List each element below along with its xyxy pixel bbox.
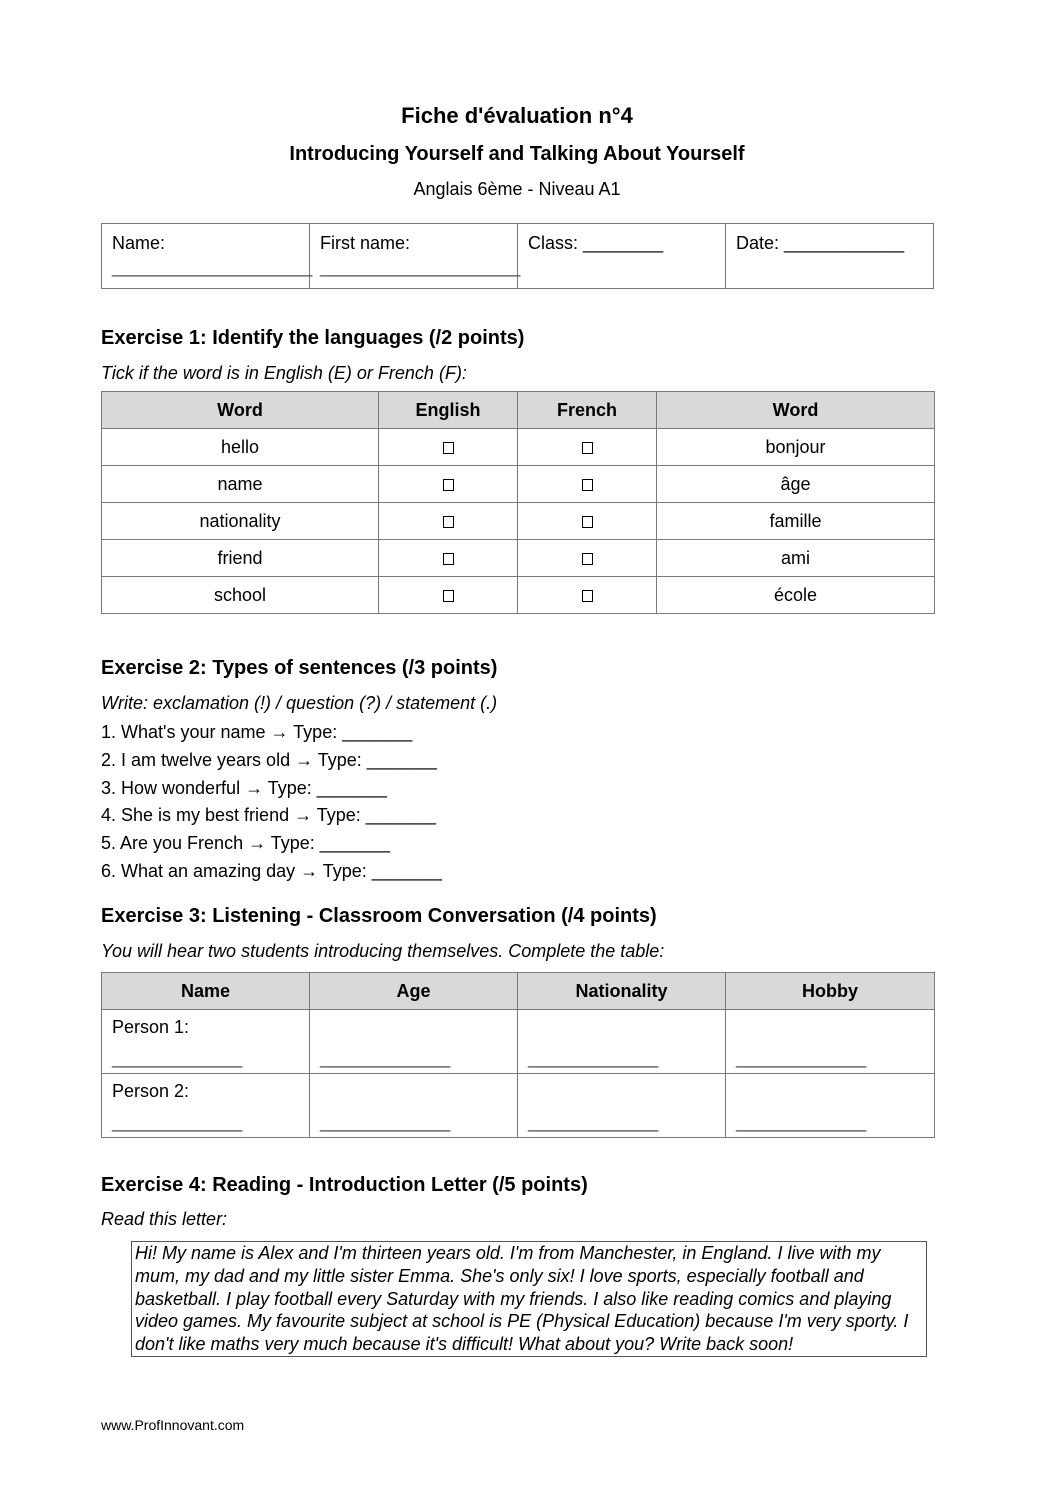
name-label: Name:	[112, 233, 166, 253]
answer-blank: _____________	[112, 1048, 243, 1068]
answer-blank: _____________	[112, 1112, 243, 1132]
sentence-item[interactable]: 2. I am twelve years old → Type: _______	[101, 749, 437, 770]
column-header: English	[379, 392, 518, 429]
exercise1-instruction: Tick if the word is in English (E) or French (F):	[101, 363, 467, 383]
date-field[interactable]	[726, 224, 934, 289]
exercise2-heading: Exercise 2: Types of sentences (/3 points)	[101, 657, 498, 679]
answer-blank: _____________	[528, 1048, 659, 1068]
french-word: famille	[657, 503, 935, 540]
answer-blank: _____________	[736, 1112, 867, 1132]
sentence-item[interactable]: 6. What an amazing day → Type: _______	[101, 860, 442, 881]
french-checkbox-icon[interactable]	[582, 516, 593, 528]
answer-blank: _____________	[528, 1112, 659, 1132]
exercise4-instruction: Read this letter:	[101, 1209, 228, 1229]
english-word: school	[102, 577, 379, 614]
class-blank: ________	[583, 233, 664, 253]
table-row	[102, 1010, 935, 1074]
column-header: Word	[102, 392, 379, 429]
exercise3-table	[101, 972, 935, 1138]
answer-blank: _____________	[736, 1048, 867, 1068]
exercise4-heading: Exercise 4: Reading - Introduction Letter (/5 points)	[101, 1174, 588, 1196]
english-word: hello	[102, 429, 379, 466]
date-label: Date:	[736, 233, 780, 253]
first-name-blank: ____________________	[320, 257, 521, 277]
column-header: French	[518, 392, 657, 429]
french-checkbox-icon[interactable]	[582, 590, 593, 602]
english-checkbox-icon[interactable]	[443, 479, 454, 491]
english-word: nationality	[102, 503, 379, 540]
exercise3-instruction: You will hear two students introducing themselves. Complete the table:	[101, 941, 665, 961]
english-word: name	[102, 466, 379, 503]
column-header: Nationality	[518, 973, 726, 1010]
student-info-table	[101, 223, 934, 289]
table-header-row	[102, 973, 935, 1010]
sentence-item[interactable]: 3. How wonderful → Type: _______	[101, 777, 387, 798]
name-cell[interactable]	[102, 1074, 310, 1138]
age-cell[interactable]	[310, 1074, 518, 1138]
french-word: bonjour	[657, 429, 935, 466]
table-row	[102, 577, 935, 614]
english-checkbox-icon[interactable]	[443, 442, 454, 454]
course-level: Anglais 6ème - Niveau A1	[413, 179, 621, 199]
name-cell[interactable]	[102, 1010, 310, 1074]
french-checkbox-icon[interactable]	[582, 479, 593, 491]
table-row	[102, 503, 935, 540]
sentence-item[interactable]: 5. Are you French → Type: _______	[101, 833, 390, 854]
column-header: Word	[657, 392, 935, 429]
page-subtitle: Introducing Yourself and Talking About Yourself	[289, 143, 745, 165]
column-header: Age	[310, 973, 518, 1010]
hobby-cell[interactable]	[726, 1074, 935, 1138]
english-checkbox-icon[interactable]	[443, 553, 454, 565]
table-row	[102, 466, 935, 503]
first-name-label: First name:	[320, 233, 411, 253]
french-word: ami	[657, 540, 935, 577]
reading-letter-box: Hi! My name is Alex and I'm thirteen years old. I'm from Manchester, in England. I live with my mum, my dad and my little sister Emma. She's only six! I love sports, especially football and basketball. I play football every Saturday with my friends. I also like reading comics and playing video games. My favourite subject at school is PE (Physical Education) because I'm very sporty. I don't like maths very much because it's difficult! What about you? Write back soon!	[131, 1241, 927, 1357]
nationality-cell[interactable]	[518, 1010, 726, 1074]
date-blank: ____________	[784, 233, 905, 253]
name-blank: ____________________	[112, 257, 313, 277]
answer-blank: _____________	[320, 1112, 451, 1132]
table-row	[102, 1074, 935, 1138]
sentence-item[interactable]: 1. What's your name → Type: _______	[101, 722, 413, 742]
age-cell[interactable]	[310, 1010, 518, 1074]
page-title: Fiche d'évaluation n°4	[401, 103, 633, 128]
nationality-cell[interactable]	[518, 1074, 726, 1138]
french-checkbox-icon[interactable]	[582, 442, 593, 454]
exercise2-instruction: Write: exclamation (!) / question (?) / statement (.)	[101, 693, 498, 713]
hobby-cell[interactable]	[726, 1010, 935, 1074]
english-checkbox-icon[interactable]	[443, 516, 454, 528]
exercise1-heading: Exercise 1: Identify the languages (/2 points)	[101, 327, 525, 349]
class-label: Class:	[528, 233, 579, 253]
french-word: école	[657, 577, 935, 614]
french-word: âge	[657, 466, 935, 503]
exercise2-sentence-list	[101, 719, 442, 886]
first-name-field[interactable]	[310, 224, 521, 289]
table-header-row	[102, 392, 935, 429]
class-field[interactable]	[518, 224, 726, 289]
exercise1-table	[101, 391, 935, 614]
exercise3-heading: Exercise 3: Listening - Classroom Conversation (/4 points)	[101, 905, 657, 927]
column-header: Hobby	[726, 973, 935, 1010]
english-word: friend	[102, 540, 379, 577]
table-row	[102, 540, 935, 577]
person-label: Person 1:	[112, 1017, 190, 1037]
column-header: Name	[102, 973, 310, 1010]
answer-blank: _____________	[320, 1048, 451, 1068]
person-label: Person 2:	[112, 1081, 190, 1101]
sentence-item[interactable]: 4. She is my best friend → Type: _______	[101, 805, 436, 826]
french-checkbox-icon[interactable]	[582, 553, 593, 565]
footer-website[interactable]: www.ProfInnovant.com	[101, 1417, 245, 1433]
english-checkbox-icon[interactable]	[443, 590, 454, 602]
name-field[interactable]	[102, 224, 313, 289]
table-row	[102, 429, 935, 466]
